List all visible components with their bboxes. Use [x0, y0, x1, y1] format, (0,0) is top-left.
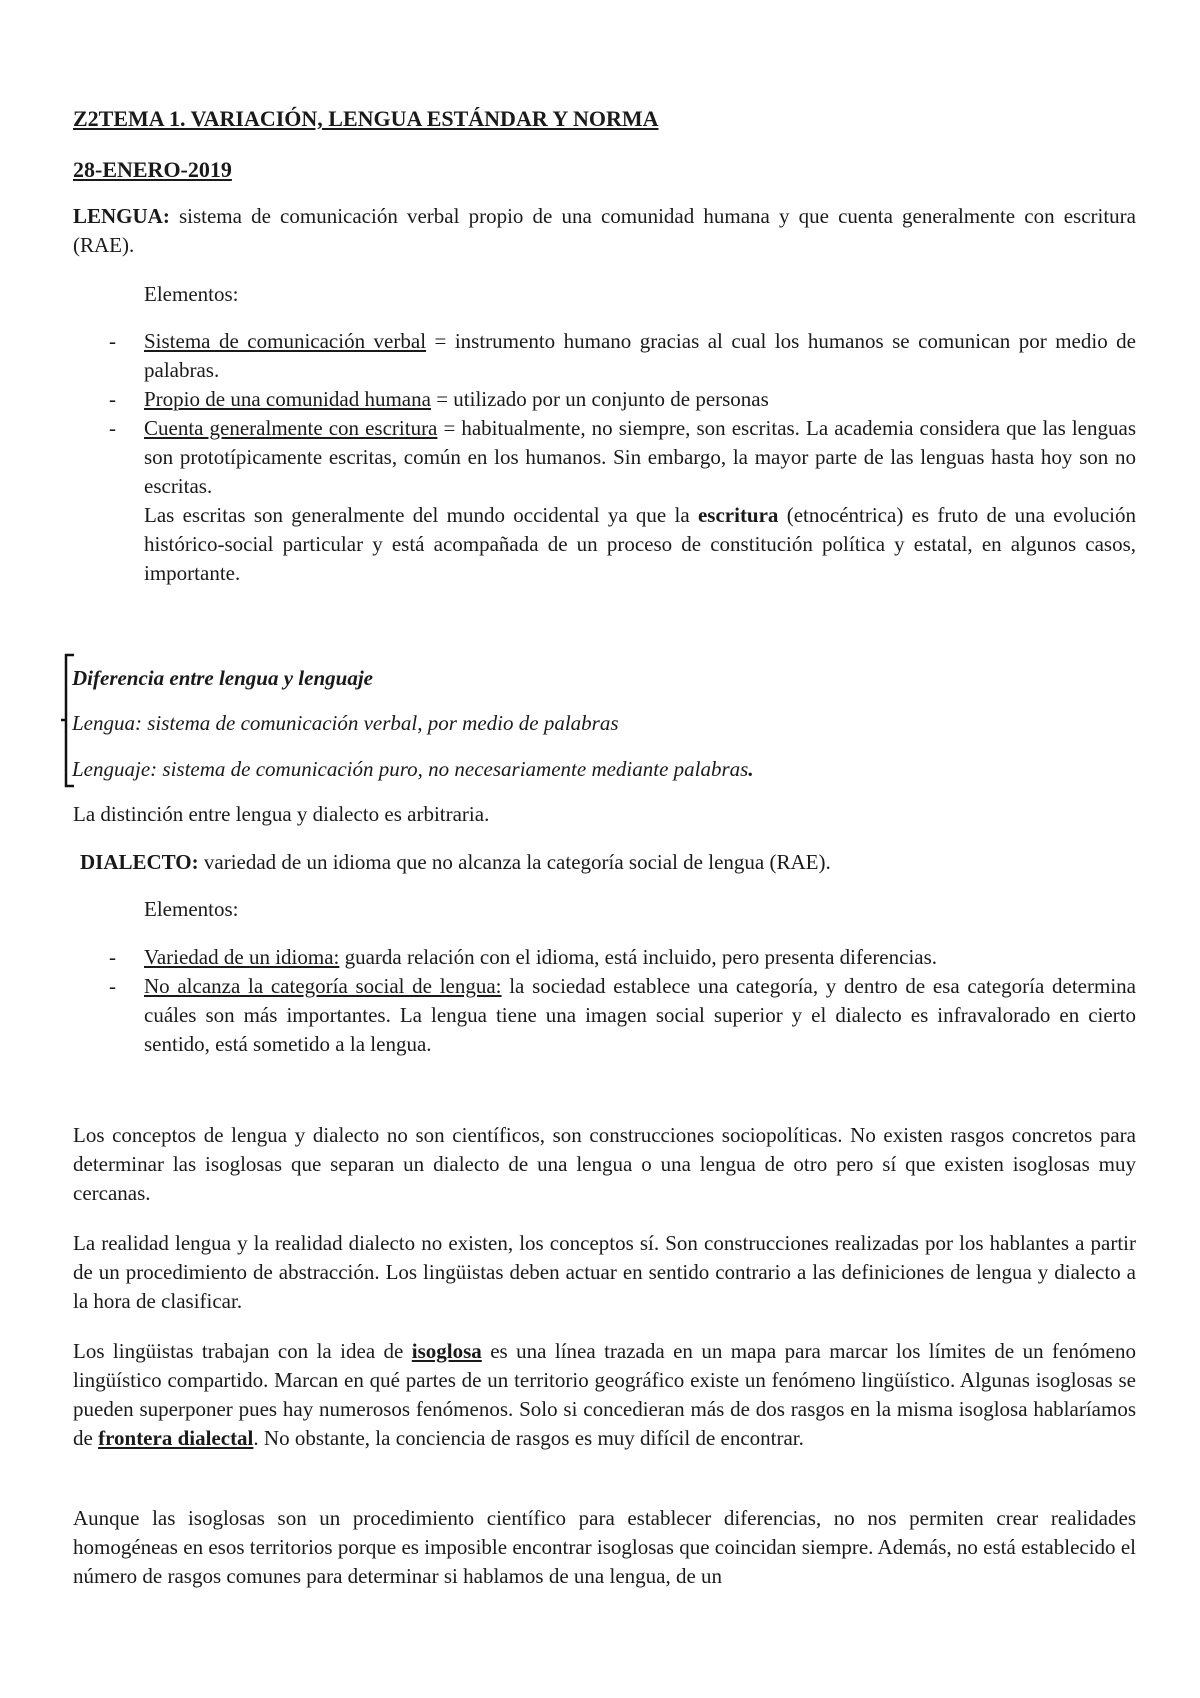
item-term: No alcanza la categoría social de lengua: — [144, 974, 502, 998]
item-term: Sistema de comunicación verbal — [144, 329, 427, 353]
list-item — [73, 972, 1136, 1059]
item-term: Cuenta generalmente con escritura — [144, 416, 438, 440]
lengua-definition — [73, 202, 1136, 260]
item-text: = instrumento humano gracias al cual los humanos se comunican por medio de palabras. — [144, 329, 1136, 382]
list-item — [73, 414, 1136, 588]
list-item — [73, 385, 1136, 414]
distincion-text: La distinción entre lengua y dialecto es arbitraria. — [73, 802, 490, 826]
dialecto-label: DIALECTO: — [80, 850, 199, 874]
paragraph-1: Los conceptos de lengua y dialecto no son científicos, son construcciones sociopolíticas. No existen rasgos concretos para determinar las isoglosas que separan un dialecto de una lengua o una lengua de otro pero sí que existen isoglosas muy cercanas. — [73, 1123, 1136, 1205]
escritura-note: Las escritas son generalmente del mundo occidental ya que la escritura (etnocéntrica) es fruto de una evolución histórico-social particular y está acompañada de un proceso de constitución política y estatal, en algunos casos, importante. — [144, 503, 1136, 585]
escritura-term: escritura — [697, 503, 779, 527]
lengua-definition-text: sistema de comunicación verbal propio de una comunidad humana y que cuenta generalmente con escritura (RAE). — [73, 204, 1136, 257]
dialecto-elements-label: Elementos: — [144, 897, 239, 921]
frontera-dialectal-term: frontera dialectal — [98, 1426, 254, 1450]
document-title: Z2TEMA 1. VARIACIÓN, LENGUA ESTÁNDAR Y NORMA — [73, 106, 659, 131]
diferencia-lengua: Lengua: sistema de comunicación verbal, por medio de palabras — [72, 711, 619, 735]
lengua-label: LENGUA: — [73, 204, 170, 228]
item-text: = habitualmente, no siempre, son escritas. La academia considera que las lenguas son prototípicamente escritas, común en los humanos. Sin embargo, la mayor parte de las lenguas hasta hoy son no escritas. — [144, 416, 1136, 498]
dash-bullet: - — [109, 945, 116, 969]
item-text: = utilizado por un conjunto de personas — [430, 387, 769, 411]
dash-bullet: - — [109, 387, 116, 411]
lengua-elements-list — [73, 327, 1136, 588]
dialecto-elements-list — [73, 943, 1136, 1059]
list-item — [73, 327, 1136, 385]
paragraph-4: Aunque las isoglosas son un procedimiento científico para establecer diferencias, no nos permiten crear realidades homogéneas en esos territorios porque es imposible encontrar isoglosas que coincidan siempre. Además, no está establecido el número de rasgos comunes para determinar si hablamos de una lengua, de un — [73, 1506, 1136, 1588]
lengua-elements-label: Elementos: — [144, 282, 239, 306]
item-text: la sociedad establece una categoría, y dentro de esa categoría determina cuáles son más importantes. La lengua tiene una imagen social superior y el dialecto es infravalorado en cierto sentido, está sometido a la lengua. — [144, 974, 1136, 1056]
paragraph-2: La realidad lengua y la realidad dialecto no existen, los conceptos sí. Son construcciones realizadas por los hablantes a partir de un procedimiento de abstracción. Los lingüistas deben actuar en sentido contrario a las definiciones de lengua y dialecto a la hora de clasificar. — [73, 1231, 1136, 1313]
isoglosa-term: isoglosa — [411, 1339, 482, 1363]
dialecto-definition — [80, 848, 1143, 877]
dash-bullet: - — [109, 416, 116, 440]
diferencia-lenguaje: Lenguaje: sistema de comunicación puro, no necesariamente mediante palabras. — [72, 757, 754, 781]
dash-bullet: - — [109, 329, 116, 353]
item-text: guarda relación con el idioma, está incluido, pero presenta diferencias. — [339, 945, 938, 969]
paragraph-3: Los lingüistas trabajan con la idea de isoglosa es una línea trazada en un mapa para marcar los límites de un fenómeno lingüístico compartido. Marcan en qué partes de un territorio geográfico existe un fenómeno lingüístico. Algunas isoglosas se pueden superponer pues hay numerosos fenómenos. Solo si concedieran más de dos rasgos en la misma isoglosa hablaríamos de frontera dialectal. No obstante, la conciencia de rasgos es muy difícil de encontrar. — [73, 1339, 1136, 1450]
document-date: 28-ENERO-2019 — [73, 157, 232, 182]
item-term: Variedad de un idioma: — [144, 945, 340, 969]
item-term: Propio de una comunidad humana — [144, 387, 431, 411]
dash-bullet: - — [109, 974, 116, 998]
diferencia-title: Diferencia entre lengua y lenguaje — [72, 666, 373, 690]
dialecto-definition-text: variedad de un idioma que no alcanza la categoría social de lengua (RAE). — [198, 850, 831, 874]
list-item — [73, 943, 1136, 972]
